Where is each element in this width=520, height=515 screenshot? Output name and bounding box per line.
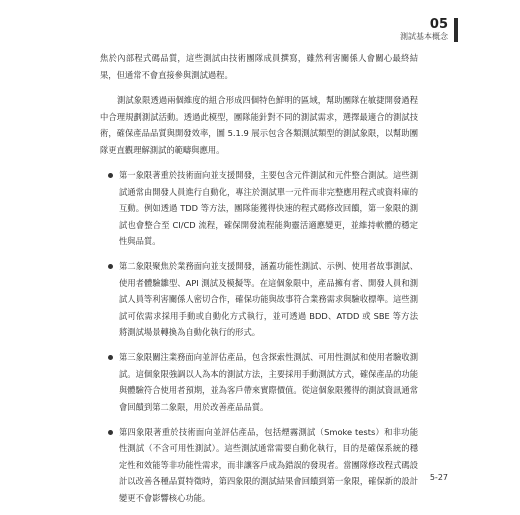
- running-header: [400, 18, 448, 42]
- list-item-text: 第一象限著重於技術面向並支援開發，主要包含元件測試和元件整合測試。這些測試通常由開發人員進行自動化，專注於測試單一元件而非完整應用程式或資料庫的互動。例如透過 TDD 等方法，團隊能獲得快速的程式碼修改回饋，第一象限的測試也會整合至 CI/CD 流程，確保開發流程能夠靈活適應變更，並維持軟體的穩定性與品質。: [119, 170, 418, 246]
- header-marker-bar: [454, 18, 458, 42]
- bullet-icon: [108, 173, 113, 178]
- chapter-number: 05: [429, 17, 448, 32]
- page-body: [100, 50, 418, 515]
- list-item-text: 第三象限關注業務面向並評估產品，包含探索性測試、可用性測試和使用者驗收測試。這個象限強調以人為本的測試方法，主要採用手動測試方式，確保產品的功能與體驗符合使用者預期，並為客戶帶來實際價值。從這個象限獲得的測試資訊通常會回饋到第二象限，用於改善產品品質。: [119, 352, 418, 412]
- bullet-icon: [108, 264, 113, 269]
- list-item: [100, 424, 418, 507]
- page-number: 5-27: [429, 473, 448, 482]
- list-item-text: 第二象限聚焦於業務面向並支援開發，涵蓋功能性測試、示例、使用者故事測試、使用者體驗雛型、API 測試及模擬等。在這個象限中，產品擁有者、開發人員和測試人員等利害關係人密切合作，確保功能與故事符合業務需求與驗收標準。這些測試可依需求採用手動或自動化方式執行，並可透過 BDD、ATDD 或 SBE 等方法將測試場景轉換為自動化執行的形式。: [119, 261, 418, 337]
- bullet-icon: [108, 355, 113, 360]
- paragraph-quadrant-intro: 測試象限透過兩個維度的組合形成四個特色鮮明的區域，幫助團隊在敏捷開發過程中合理規劃測試活動。透過此模型，團隊能針對不同的測試需求，選擇最適合的測試技術，確保產品品質與開發效率，圖 5.1.9 展示包含各類測試類型的測試象限，以幫助團隊更直觀理解測試的範疇與應用。: [100, 95, 418, 155]
- list-item: [100, 349, 418, 415]
- chapter-title: 測試基本概念: [400, 32, 448, 41]
- list-item: [100, 167, 418, 250]
- paragraph-continuation: 焦於內部程式碼品質，這些測試由技術團隊成員撰寫，雖然利害關係人會關心最終結果，但通常不會直接參與測試過程。: [100, 53, 418, 80]
- list-item: [100, 258, 418, 341]
- list-item-text: 第四象限著重於技術面向並評估產品，包括煙霧測試（Smoke tests）和非功能性測試（不含可用性測試）。這些測試通常需要自動化執行，目的是確保系統的穩定性和效能等非功能性需求，而非讓客戶成為錯誤的發現者。當團隊修改程式碼設計以改善各種品質特徵時，第四象限的測試結果會回饋到第一象限，確保新的設計變更不會影響核心功能。: [119, 426, 418, 503]
- bullet-icon: [108, 430, 113, 435]
- quadrant-list: [100, 167, 418, 506]
